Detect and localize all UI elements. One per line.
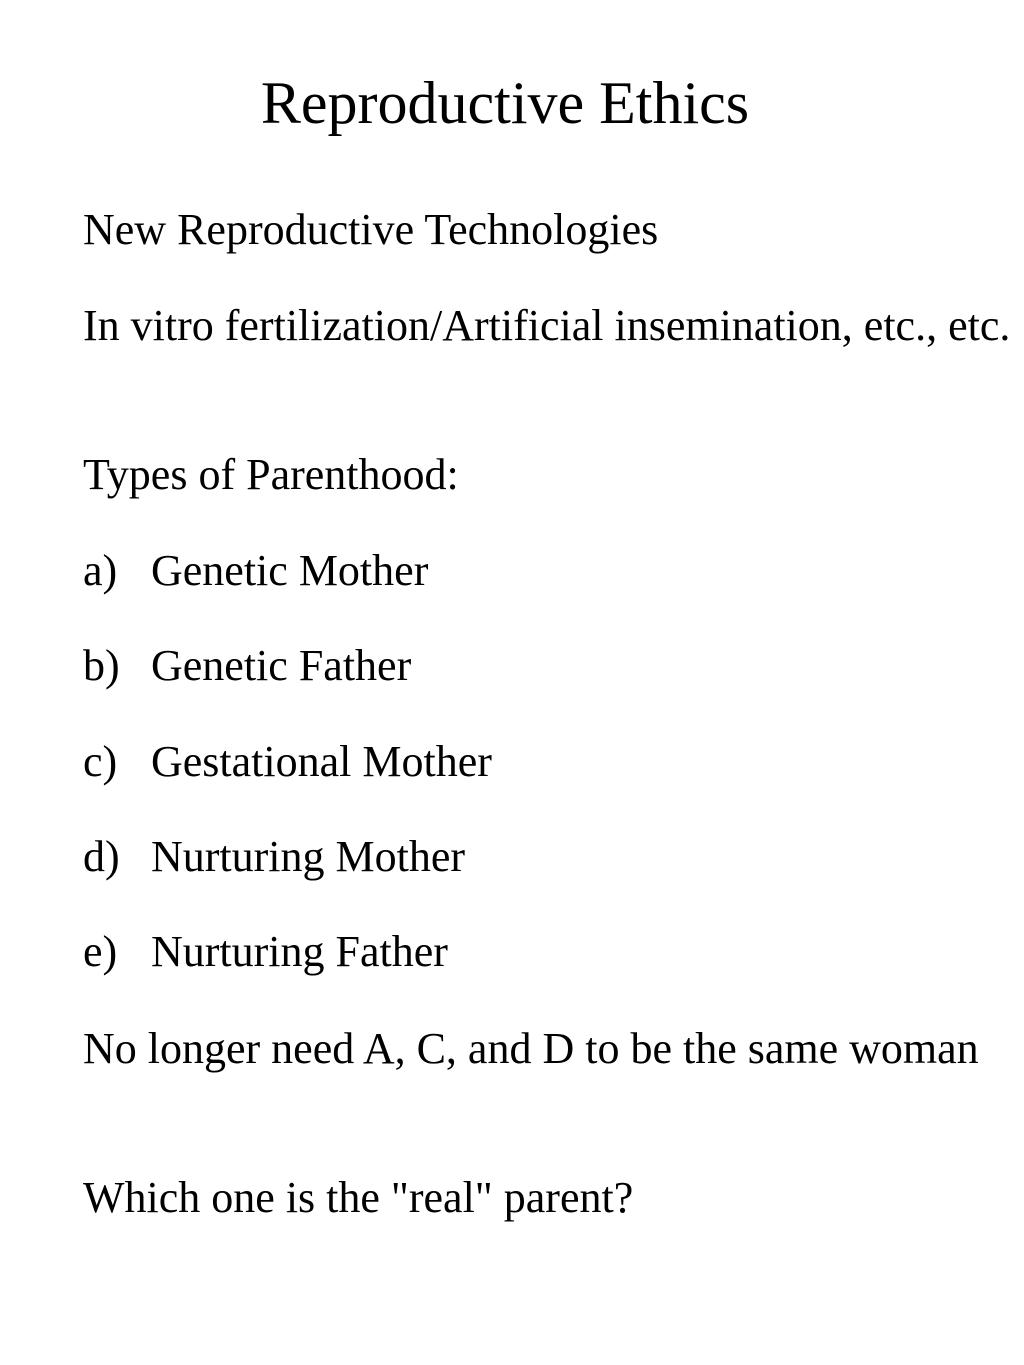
list-item-label: Genetic Father — [151, 641, 412, 690]
list-item — [83, 544, 983, 598]
list-marker: b) — [83, 641, 120, 690]
paragraph-real-parent: Which one is the "real" parent? — [83, 1173, 634, 1222]
slide-title: Reproductive Ethics — [260, 70, 750, 136]
list-item-label: Nurturing Mother — [151, 832, 466, 881]
list-item-label: Genetic Mother — [151, 546, 429, 595]
list-marker: d) — [83, 832, 120, 881]
list-marker: a) — [83, 546, 118, 595]
list-item — [83, 735, 983, 789]
paragraph-ivf: In vitro fertilization/Artificial insemination, etc., etc. — [83, 301, 1011, 350]
paragraph-new-technologies: New Reproductive Technologies — [83, 205, 659, 254]
paragraph-same-woman: No longer need A, C, and D to be the same woman — [83, 1024, 979, 1073]
list-item — [83, 830, 983, 884]
list-item — [83, 925, 983, 979]
list-marker: c) — [83, 737, 118, 786]
list-marker: e) — [83, 927, 118, 976]
list-item — [83, 639, 983, 693]
paragraph-types-heading: Types of Parenthood: — [83, 450, 459, 499]
list-item-label: Nurturing Father — [151, 927, 448, 976]
list-item-label: Gestational Mother — [151, 737, 492, 786]
